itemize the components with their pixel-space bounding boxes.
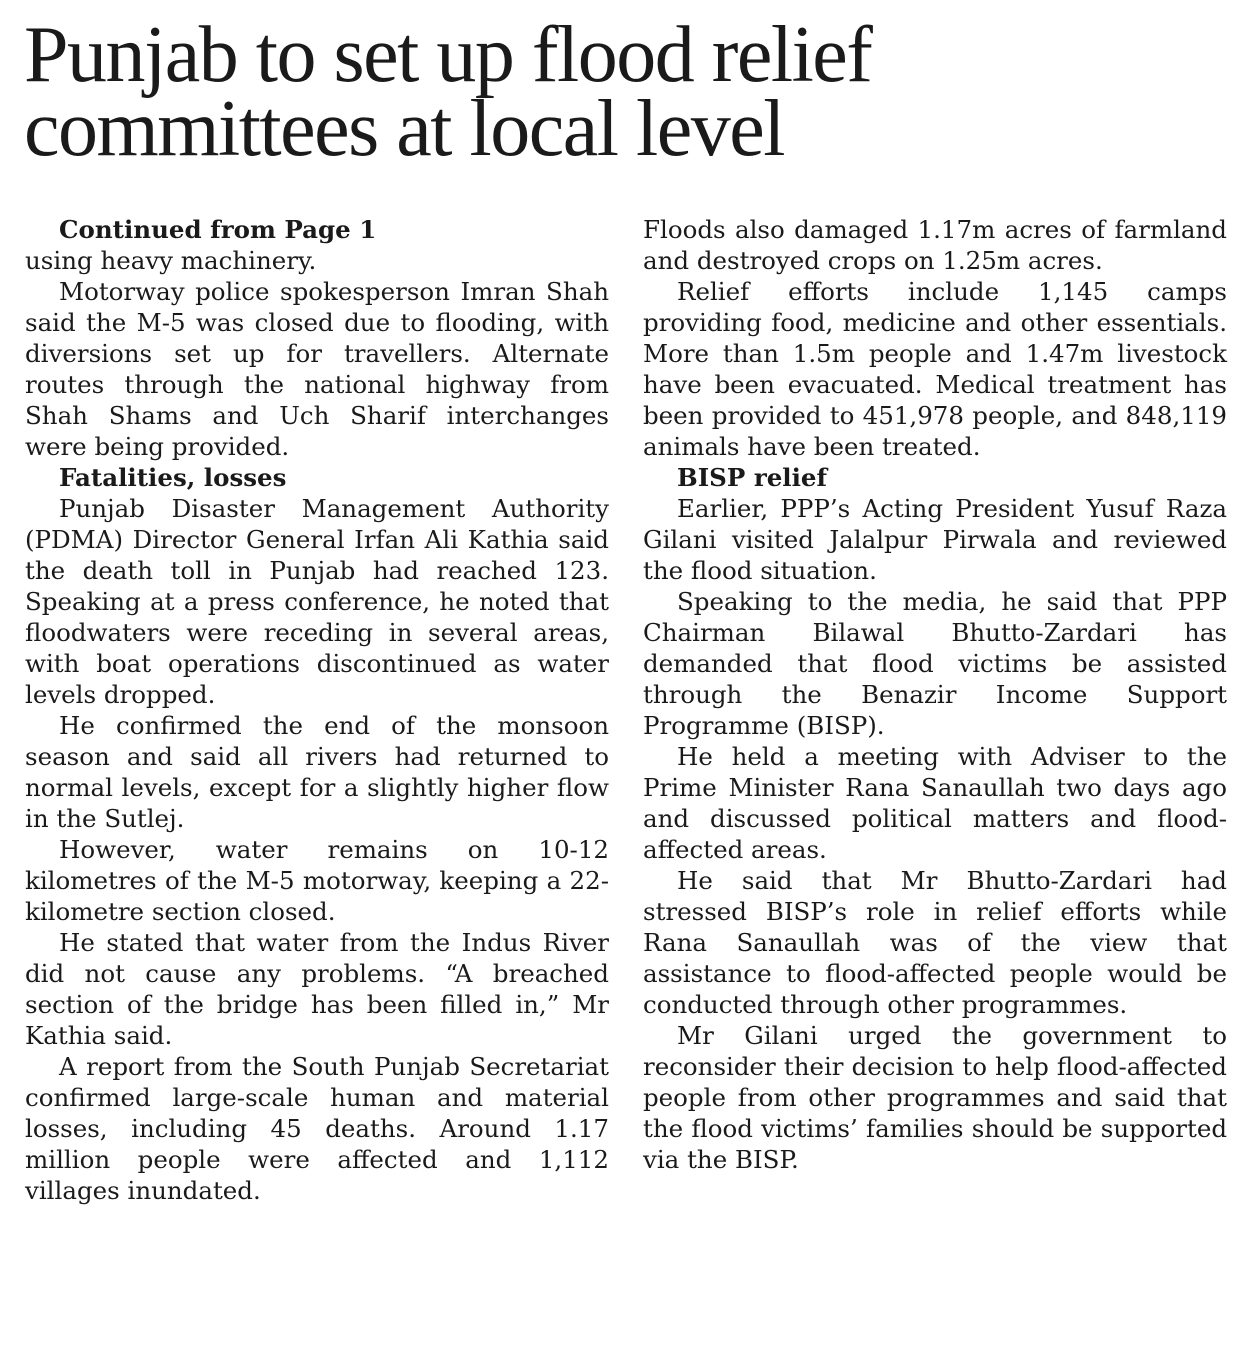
right-intro-paragraph: Relief efforts include 1,145 camps providing food, medicine and other essentials. More than 1.5m people and 1.47m livestock have been evacuated. Medical treatment has been provided to 451,978 people, and 848,119 animals have been treated. bbox=[643, 277, 1227, 461]
headline: Punjab to set up flood relief committees at local level bbox=[24, 11, 872, 173]
right-paragraph: Speaking to the media, he said that PPP Chairman Bilawal Bhutto-Zardari has demanded that flood victims be assisted through the Benazir Income Support Programme (BISP). bbox=[643, 587, 1227, 740]
right-paragraph: Earlier, PPP’s Acting President Yusuf Raza Gilani visited Jalalpur Pirwala and reviewed the flood situation. bbox=[643, 494, 1227, 585]
left-paragraph: However, water remains on 10-12 kilometres of the M-5 motorway, keeping a 22-kilometre section closed. bbox=[25, 835, 609, 926]
left-intro-fragment: using heavy machinery. bbox=[25, 246, 317, 275]
left-column bbox=[25, 214, 609, 1206]
continued-from-label: Continued from Page 1 bbox=[59, 215, 377, 244]
subhead-bisp-relief: BISP relief bbox=[677, 463, 828, 492]
right-paragraph: He held a meeting with Adviser to the Prime Minister Rana Sanaullah two days ago and discussed political matters and flood-affected areas. bbox=[643, 742, 1227, 864]
left-paragraph: Punjab Disaster Management Authority (PDMA) Director General Irfan Ali Kathia said the death toll in Punjab had reached 123. Speaking at a press conference, he noted that floodwaters were receding in several areas, with boat operations discontinued as water levels dropped. bbox=[25, 494, 609, 709]
left-paragraph: A report from the South Punjab Secretariat confirmed large-scale human and material losses, including 45 deaths. Around 1.17 million people were affected and 1,112 villages inundated. bbox=[25, 1052, 609, 1205]
right-intro-fragment: Floods also damaged 1.17m acres of farmland and destroyed crops on 1.25m acres. bbox=[643, 215, 1227, 275]
left-paragraph: He confirmed the end of the monsoon season and said all rivers had returned to normal levels, except for a slightly higher flow in the Sutlej. bbox=[25, 711, 609, 833]
left-paragraph: He stated that water from the Indus River did not cause any problems. “A breached section of the bridge has been filled in,” Mr Kathia said. bbox=[25, 928, 609, 1050]
right-paragraph: He said that Mr Bhutto-Zardari had stressed BISP’s role in relief efforts while Rana Sanaullah was of the view that assistance to flood-affected people would be conducted through other programmes. bbox=[643, 866, 1227, 1019]
right-column bbox=[643, 214, 1227, 1175]
subhead-fatalities: Fatalities, losses bbox=[59, 463, 287, 492]
right-paragraph: Mr Gilani urged the government to reconsider their decision to help flood-affected people from other programmes and said that the flood victims’ families should be supported via the BISP. bbox=[643, 1021, 1227, 1174]
left-intro-paragraph: Motorway police spokesperson Imran Shah said the M-5 was closed due to flooding, with diversions set up for travellers. Alternate routes through the national highway from Shah Shams and Uch Sharif interchanges were being provided. bbox=[25, 277, 609, 461]
